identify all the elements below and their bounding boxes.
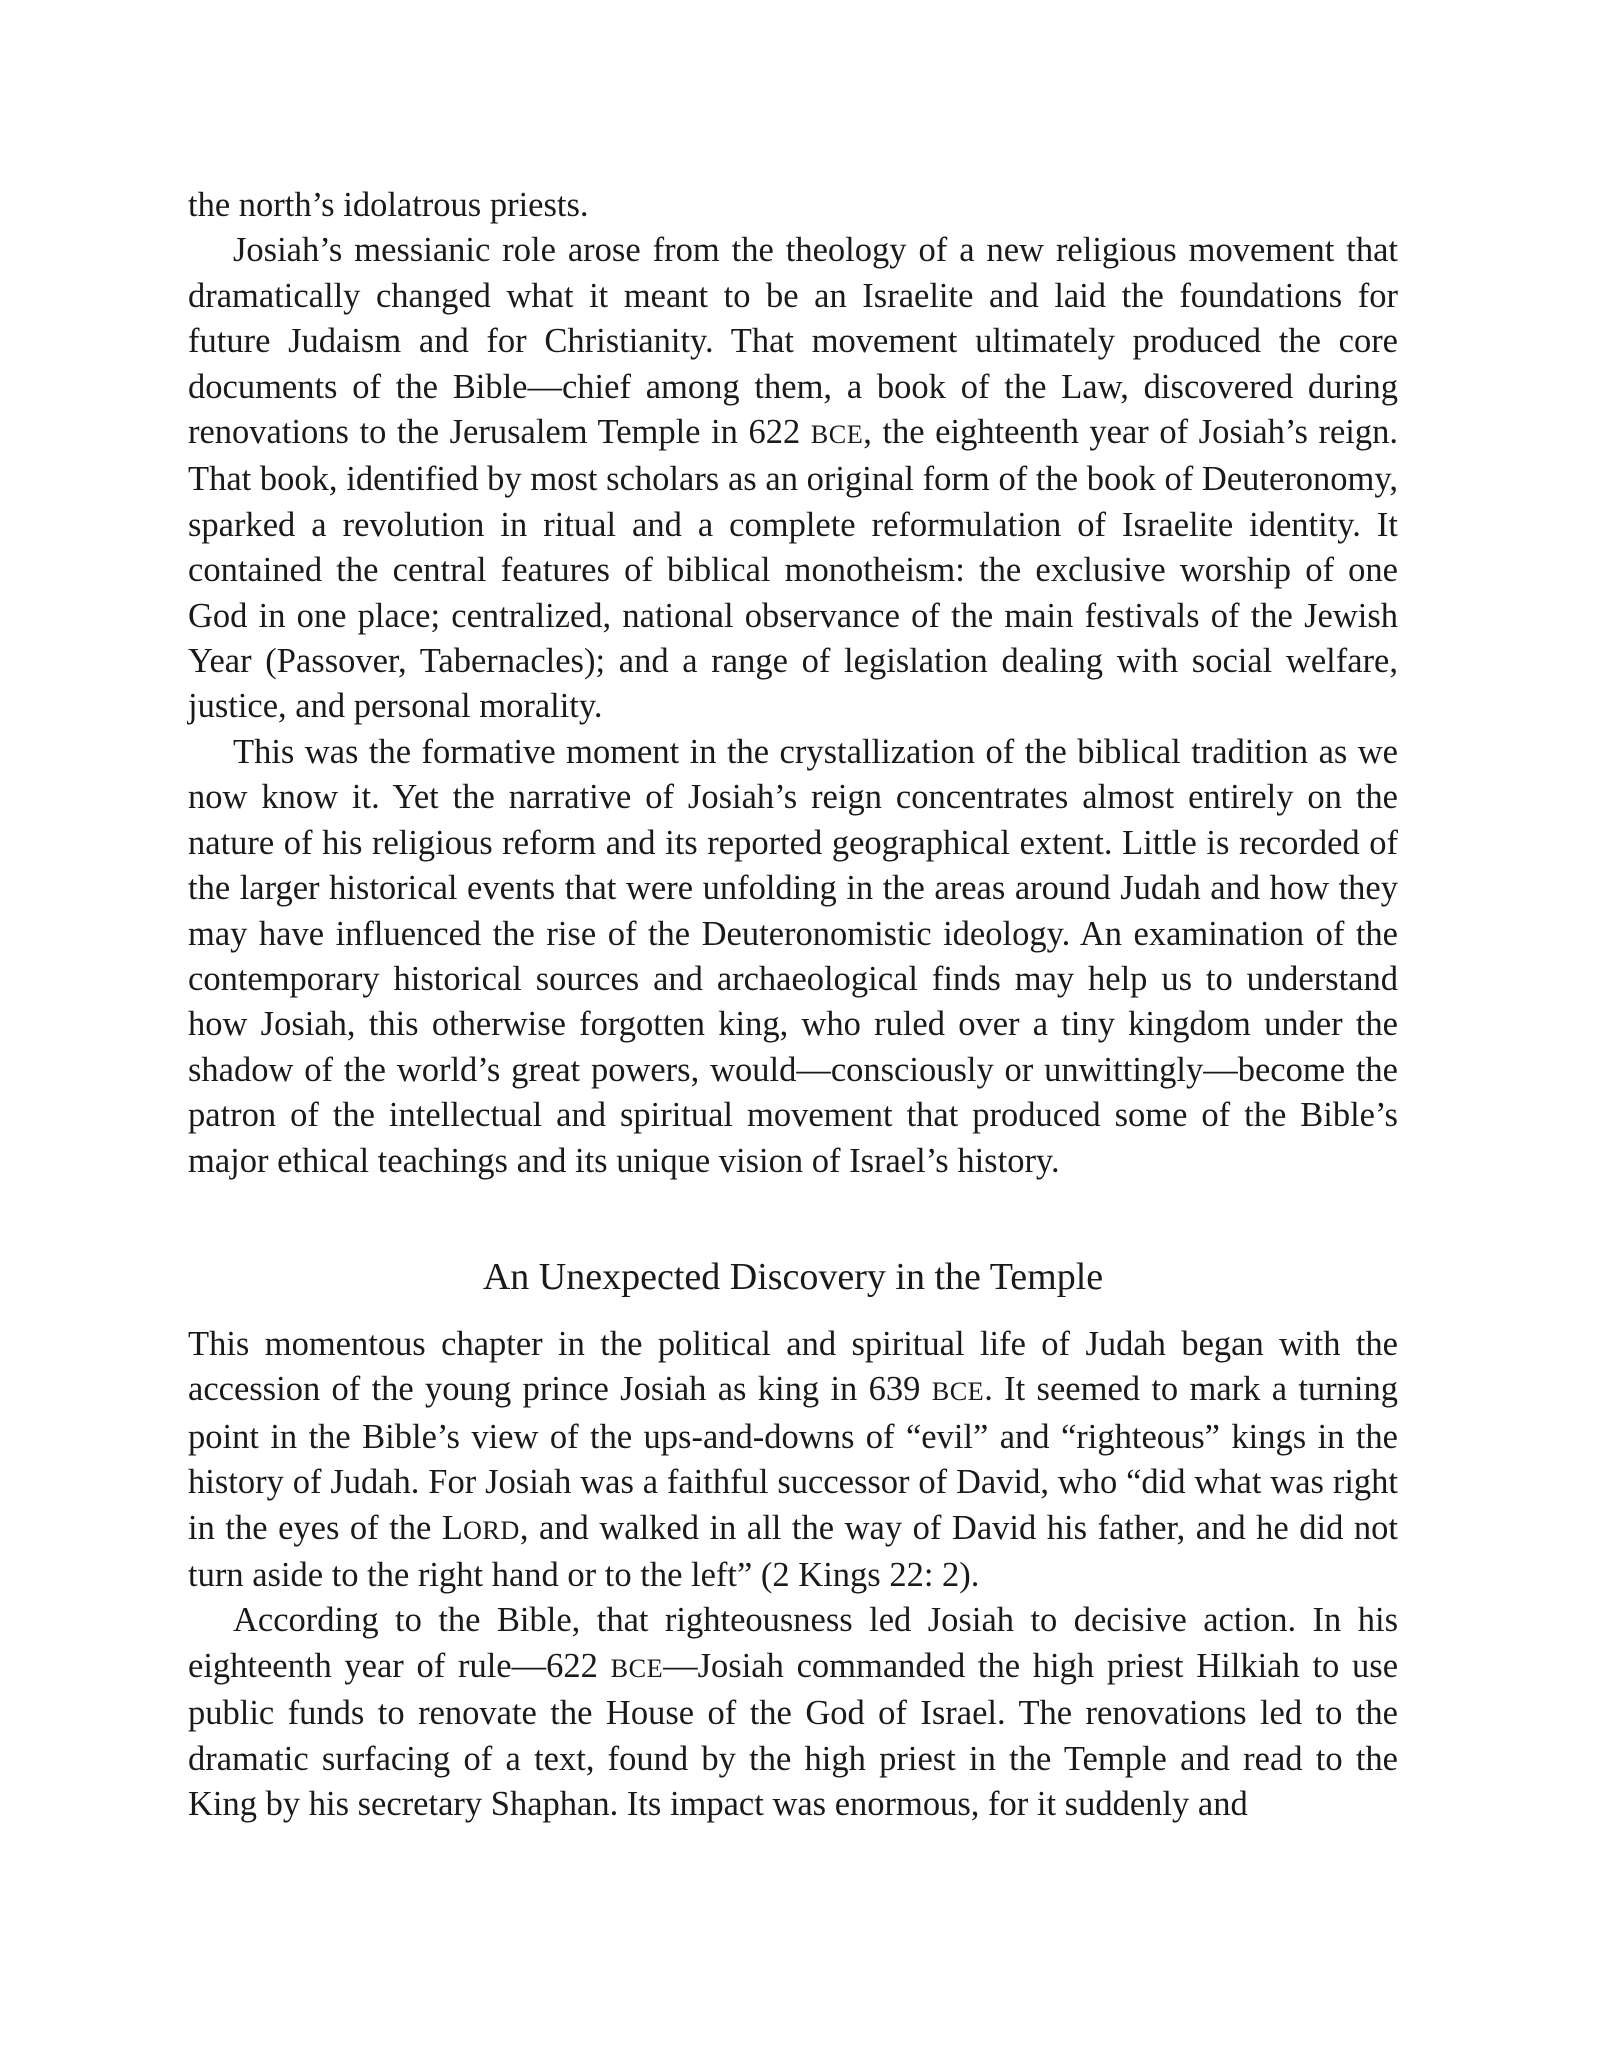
section-heading: An Unexpected Discovery in the Temple [482,1256,1104,1298]
paragraph-text: —Josiah commanded the high priest Hilkiah to use public funds to renovate the House of the God of Israel. The renovations led to the dramatic surfacing of a text, found by the high priest in the Temple and read to the King by his secretary Shaphan. Its impact was enormous, for it suddenly and [188,1646,1399,1824]
era-abbreviation: BCE [610,1653,664,1683]
paragraph-formative-moment: This was the formative moment in the crystallization of the biblical tradition as we now know it. Yet the narrative of Josiah’s reign concentrates almost entirely on the nature of his religious reform and its reported geographical extent. Little is recorded of the larger historical events that were unfolding in the areas around Judah and how they may have influenced the rise of the Deuteronomistic ideology. An examination of the contemporary historical sources and archaeological finds may help us to understand how Josiah, this otherwise forgotten king, who ruled over a tiny kingdom under the shadow of the world’s great powers, would—consciously or unwittingly—become the patron of the intellectual and spiritual movement that produced some of the Bible’s major ethical teachings and its unique vision of Israel’s history. [188,732,1398,1180]
paragraph-text: , and walked in all the way of David his father, and he did not turn aside to the right hand or to the left” (2 Kings 22: 2). [188,1508,1398,1595]
paragraph-momentous-chapter [188,1322,1398,1598]
paragraph-continuation: the north’s idolatrous priests. [188,186,589,224]
paragraph-text: This momentous chapter in the political and spiritual life of Judah began with the accession of the young prince Josiah as king in 639 [188,1325,1398,1409]
body-text-top [188,183,1398,1184]
lord-small-caps: ORD [462,1515,520,1545]
paragraph-josiah-role [188,228,1398,729]
era-abbreviation: BCE [931,1377,985,1407]
paragraph-text: , the eighteenth year of Josiah’s reign. That book, identified by most scholars as an original form of the book of Deuteronomy, sparked a revolution in ritual and a complete reformulation of Israelite identity. It contained the central features of biblical monotheism: the exclusive worship of one God in one place; centralized, national observance of the main festivals of the Jewish Year (Passover, Tabernacles); and a range of legislation dealing with social welfare, justice, and personal morality. [188,413,1398,726]
era-abbreviation: BCE [810,420,864,450]
body-text-bottom [188,1322,1398,1827]
paragraph-text: . It seemed to mark a turning point in the Bible’s view of the ups-and-downs of “evil” and “righteous” kings in the history of Judah. For Josiah was a faithful successor of David, who “did what was right in the eyes of the L [188,1370,1399,1547]
paragraph-text: Josiah’s messianic role arose from the theology of a new religious movement that dramatically changed what it meant to be an Israelite and laid the foundations for future Judaism and for Christianity. That movement ultimately produced the core documents of the Bible—chief among them, a book of the Law, discovered during renovations to the Jerusalem Temple in 622 [188,231,1398,452]
paragraph-righteousness [188,1598,1398,1827]
paragraph-text: According to the Bible, that righteousness led Josiah to decisive action. In his eighteenth year of rule—622 [188,1601,1398,1685]
